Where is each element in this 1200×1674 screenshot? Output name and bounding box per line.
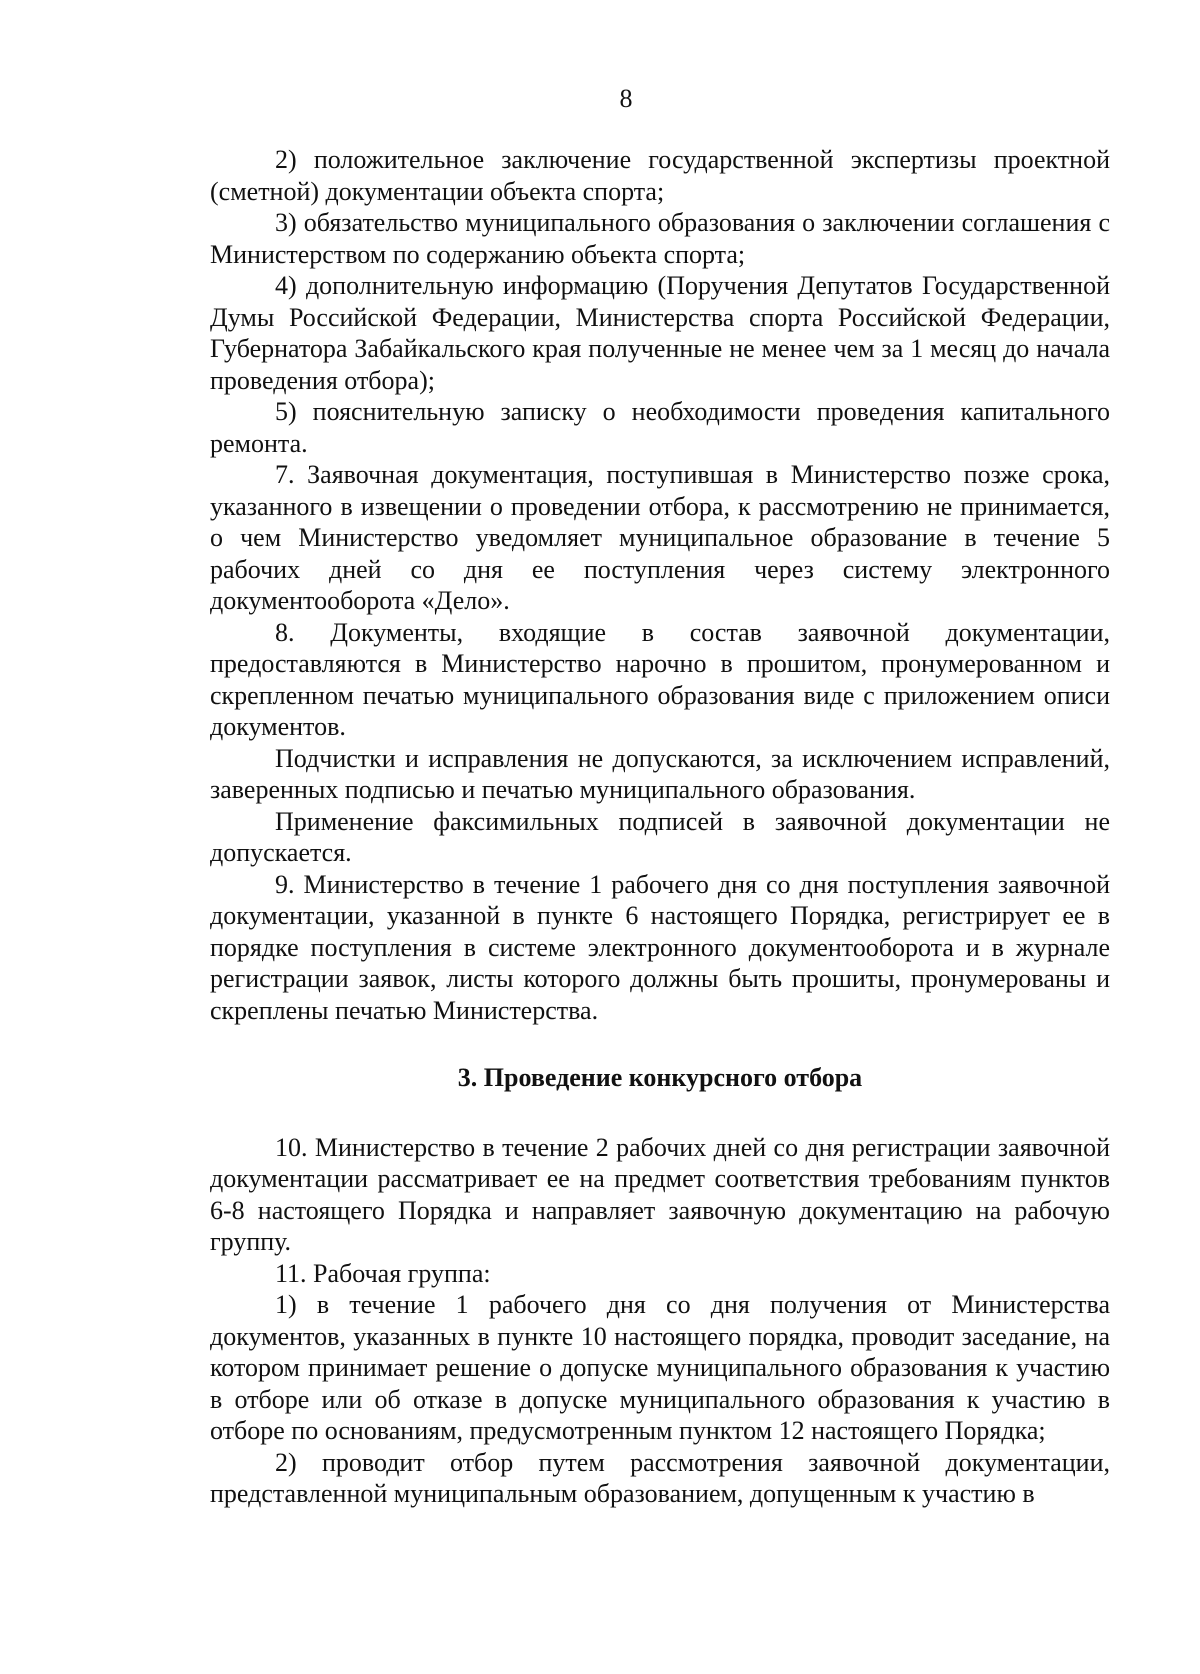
paragraph-item-5-explanatory-note: 5) пояснительную записку о необходимости проведения капитального ремонта. xyxy=(210,397,1110,458)
paragraph-clause-11-item-1: 1) в течение 1 рабочего дня со дня получения от Министерства документов, указанных в пункте 10 настоящего порядка, проводит заседание, на котором принимает решение о допуске муниципального образования к участию в отборе или об отказе в допуске муниципального образования к участию в отборе по основаниям, предусмотренным пунктом 12 настоящего Порядка; xyxy=(210,1290,1110,1445)
paragraph-item-2-expertise: 2) положительное заключение государственной экспертизы проектной (сметной) документации объекта спорта; xyxy=(210,145,1110,206)
paragraph-clause-11-item-2: 2) проводит отбор путем рассмотрения заявочной документации, представленной муниципальным образованием, допущенным к участию в xyxy=(210,1447,1110,1508)
section-heading: 3. Проведение конкурсного отбора xyxy=(457,1063,863,1092)
paragraph-clause-10: 10. Министерство в течение 2 рабочих дней со дня регистрации заявочной документации рассматривает ее на предмет соответствия требованиям пунктов 6-8 настоящего Порядка и направляет заявочную документацию на рабочую группу. xyxy=(210,1132,1110,1256)
paragraph-item-3-obligation: 3) обязательство муниципального образования о заключении соглашения с Министерством по содержанию объекта спорта; xyxy=(210,208,1110,269)
paragraph-facsimile: Применение факсимильных подписей в заявочной документации не допускается. xyxy=(210,806,1110,867)
paragraph-clause-11: 11. Рабочая группа: xyxy=(275,1258,491,1288)
document-body xyxy=(210,144,1110,1510)
paragraph-corrections: Подчистки и исправления не допускаются, за исключением исправлений, заверенных подписью и печатью муниципального образования. xyxy=(210,743,1110,804)
paragraph-clause-9: 9. Министерство в течение 1 рабочего дня со дня поступления заявочной документации, указанной в пункте 6 настоящего Порядка, регистрирует ее в порядке поступления в системе электронного документооборота и в журнале регистрации заявок, листы которого должны быть прошиты, пронумерованы и скреплены печатью Министерства. xyxy=(210,869,1110,1025)
paragraph-item-4-additional-info: 4) дополнительную информацию (Поручения Депутатов Государственной Думы Российской Федерации, Министерства спорта Российской Федерации, Губернатора Забайкальского края полученные не менее чем за 1 месяц до начала проведения отбора); xyxy=(210,271,1110,395)
page-number: 8 xyxy=(619,84,633,113)
paragraph-clause-8: 8. Документы, входящие в состав заявочной документации, предоставляются в Министерство нарочно в прошитом, пронумерованном и скрепленном печатью муниципального образования виде с приложением описи документов. xyxy=(210,617,1110,741)
paragraph-clause-7: 7. Заявочная документация, поступившая в Министерство позже срока, указанного в извещении о проведении отбора, к рассмотрению не принимается, о чем Министерство уведомляет муниципальное образование в течение 5 рабочих дней со дня ее поступления через систему электронного документооборота «Дело». xyxy=(210,460,1110,615)
